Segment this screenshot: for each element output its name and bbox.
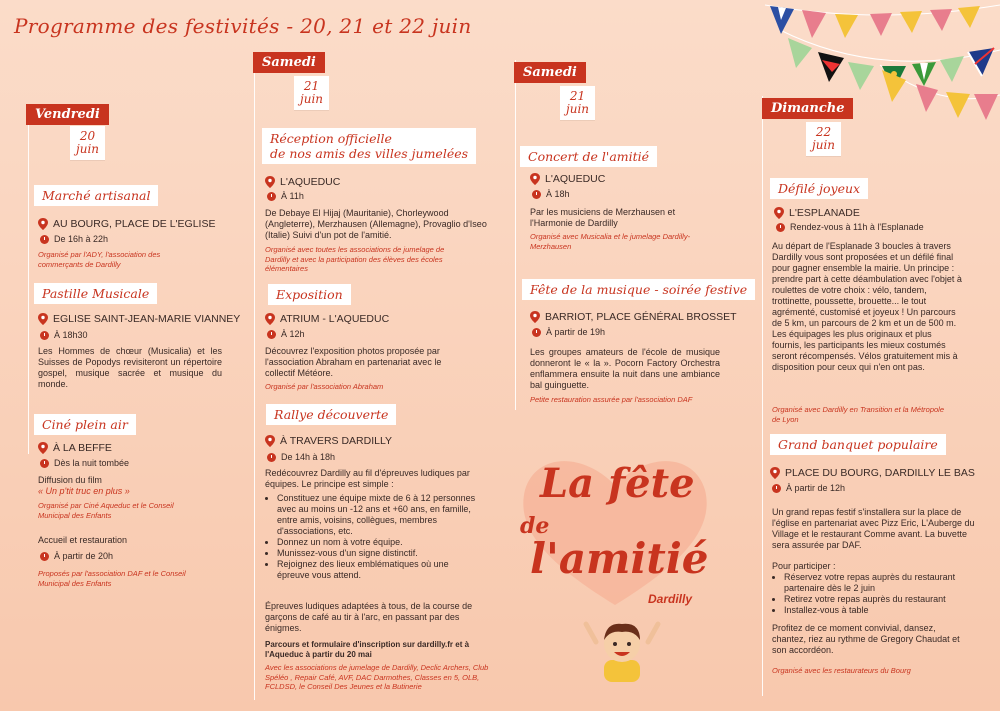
time-cine bbox=[40, 458, 129, 468]
inscription-info: Parcours et formulaire d'inscription sur dardilly.fr et à l'Aqueduc à partir du 20 mai bbox=[265, 640, 470, 659]
logo-line-1: La fête bbox=[540, 460, 695, 507]
time-defile bbox=[776, 222, 924, 232]
note-exposition: Organisé par l'association Abraham bbox=[265, 382, 384, 391]
date-day: 20 bbox=[79, 129, 96, 143]
note-cine: Organisé par Ciné Aqueduc et le Conseil Municipal des Enfants bbox=[38, 501, 174, 520]
desc-fete-musique: Les groupes amateurs de l'école de musique donneront le « la ». Pocorn Factory Orchestra enflammera ensuite la nuit dans une ambiance bal guinguette. bbox=[530, 347, 720, 390]
location-label: À TRAVERS DARDILLY bbox=[280, 435, 393, 447]
pin-icon bbox=[774, 207, 784, 219]
time-exposition bbox=[267, 329, 305, 339]
divider-saturday2 bbox=[515, 60, 516, 410]
location-label: EGLISE SAINT-JEAN-MARIE VIANNEY bbox=[53, 313, 241, 325]
pin-icon bbox=[770, 467, 780, 479]
desc-banquet: Un grand repas festif s'installera sur la place de l'église en partenariat avec Pizz Eric, L'Auberge du Village et le restaurant Comme avant. La buvette sera assurée par DAF. bbox=[772, 507, 975, 550]
section-title-concert: Concert de l'amitié bbox=[520, 146, 657, 167]
location-fete-musique bbox=[530, 311, 737, 323]
desc-banquet-2: Profitez de ce moment convivial, dansez, chantez, riez au rythme de Gregory Chaudat et son accordéon. bbox=[772, 623, 960, 655]
pin-icon bbox=[265, 435, 275, 447]
section-title-marche: Marché artisanal bbox=[34, 185, 158, 206]
bullet-item: • Donnez un nom à votre équipe. bbox=[277, 537, 480, 548]
date-day: 21 bbox=[303, 79, 320, 93]
desc-rallye-2: Épreuves ludiques adaptées à tous, de la course de garçons de café au tir à l'arc, en passant par des énigmes. bbox=[265, 601, 473, 633]
participer-label: Pour participer : bbox=[772, 561, 836, 571]
section-title-cine: Ciné plein air bbox=[34, 414, 136, 435]
section-title-reception bbox=[262, 128, 476, 164]
note-banquet: Organisé avec les restaurateurs du Bourg bbox=[772, 666, 911, 675]
divider-friday bbox=[28, 104, 29, 454]
date-box-saturday-2 bbox=[560, 86, 595, 120]
film-label: Diffusion du film bbox=[38, 475, 102, 485]
clock-icon bbox=[267, 453, 276, 462]
pin-icon bbox=[530, 311, 540, 323]
time-marche bbox=[40, 234, 108, 244]
date-month: juin bbox=[300, 92, 324, 106]
bullets-banquet bbox=[772, 572, 982, 616]
day-tag-saturday-2: Samedi bbox=[514, 62, 586, 83]
time-label: À 18h30 bbox=[54, 330, 88, 340]
desc-exposition: Découvrez l'exposition photos proposée par l'association Abraham en partenariat avec le collectif Météore. bbox=[265, 346, 442, 378]
location-label: À LA BEFFE bbox=[53, 442, 112, 454]
time-concert bbox=[532, 189, 570, 199]
clock-icon bbox=[532, 190, 541, 199]
location-exposition bbox=[265, 313, 389, 325]
section-title-exposition: Exposition bbox=[268, 284, 351, 305]
clock-icon bbox=[40, 331, 49, 340]
clock-icon bbox=[40, 235, 49, 244]
time-rallye bbox=[267, 452, 335, 462]
note-concert: Organisé avec Musicalia et le jumelage Dardilly-Merzhausen bbox=[530, 232, 691, 251]
logo-brand: Dardilly bbox=[648, 592, 693, 606]
date-month: juin bbox=[812, 138, 836, 152]
section-title-fete-musique: Fête de la musique - soirée festive bbox=[522, 279, 755, 300]
time-banquet bbox=[772, 483, 845, 493]
accueil-label: Accueil et restauration bbox=[38, 535, 128, 545]
pin-icon bbox=[38, 442, 48, 454]
page-title: Programme des festivités - 20, 21 et 22 juin bbox=[14, 14, 472, 38]
location-label: L'AQUEDUC bbox=[545, 173, 606, 185]
section-title-banquet: Grand banquet populaire bbox=[770, 434, 946, 455]
time-reception bbox=[267, 191, 304, 201]
time-label: De 14h à 18h bbox=[281, 452, 336, 462]
bullet-item: • Retirez votre repas auprès du restaurant bbox=[784, 594, 982, 605]
day-tag-friday: Vendredi bbox=[26, 104, 109, 125]
bullet-item: • Rejoignez des lieux emblématiques où une épreuve vous attend. bbox=[277, 559, 480, 581]
location-label: AU BOURG, PLACE DE L'EGLISE bbox=[53, 218, 216, 230]
desc-defile: Au départ de l'Esplanade 3 boucles à travers Dardilly vous sont proposées et un défilé final pour gagner ensemble la mairie. Un principe : prendre part à cette déambulation avec l'objet à roulettes de votre choix : vélo, tandem, trottinette, poussette, brouette... le tout agrémenté, customisé et joyeux ! Un parcours de 5 km, un parcours de 2 km et un de 500 m. Les équipages les plus originaux et plus fournis, les participants les mieux costumés seront récompensés. Vélos gratuitement mis à disposition pour ceux qui n'en ont pas. bbox=[772, 241, 962, 372]
time-label: De 16h à 22h bbox=[54, 234, 109, 244]
logo-line-2: de bbox=[520, 513, 550, 539]
clock-icon bbox=[267, 330, 276, 339]
location-label: BARRIOT, PLACE GÉNÉRAL BROSSET bbox=[545, 311, 737, 323]
note-accueil: Proposés par l'association DAF et le Conseil Municipal des Enfants bbox=[38, 569, 186, 588]
fete-amitie-logo bbox=[510, 445, 720, 615]
bullet-item: • Réservez votre repas auprès du restaurant partenaire dès le 2 juin bbox=[784, 572, 982, 594]
date-day: 22 bbox=[815, 125, 832, 139]
bullet-item: • Munissez-vous d'un signe distinctif. bbox=[277, 548, 480, 559]
note-reception: Organisé avec toutes les associations de jumelage de Dardilly et avec la participation des élèves des écoles élémentaires bbox=[265, 245, 445, 273]
desc-reception: De Debaye El Hijaj (Mauritanie), Chorleywood (Angleterre), Merzhausen (Allemagne), Provaglio d'Iseo (Italie) Suivi d'un pot de l'amitié. bbox=[265, 208, 487, 240]
time-label: À partir de 20h bbox=[54, 551, 114, 561]
time-label: À 11h bbox=[281, 191, 304, 201]
location-cine bbox=[38, 442, 112, 454]
date-month: juin bbox=[566, 102, 590, 116]
location-defile bbox=[774, 207, 860, 219]
section-title-pastille: Pastille Musicale bbox=[34, 283, 157, 304]
location-concert bbox=[530, 173, 605, 185]
location-marche bbox=[38, 218, 215, 230]
pin-icon bbox=[38, 218, 48, 230]
time-accueil bbox=[40, 551, 113, 561]
day-tag-saturday: Samedi bbox=[253, 52, 325, 73]
clock-icon bbox=[40, 552, 49, 561]
reception-title-2: de nos amis des villes jumelées bbox=[270, 146, 469, 161]
location-pastille bbox=[38, 313, 240, 325]
child-illustration bbox=[582, 612, 662, 682]
film-block bbox=[38, 475, 218, 497]
day-tag-sunday: Dimanche bbox=[762, 98, 853, 119]
bullets-rallye bbox=[265, 493, 480, 581]
time-label: Dès la nuit tombée bbox=[54, 458, 130, 468]
location-reception bbox=[265, 176, 340, 188]
desc-concert: Par les musiciens de Merzhausen et l'Harmonie de Dardilly bbox=[530, 207, 676, 228]
time-label: À partir de 12h bbox=[786, 483, 846, 493]
logo-line-3: l'amitié bbox=[530, 534, 709, 583]
location-label: L'ESPLANADE bbox=[789, 207, 860, 219]
bullet-item: • Installez-vous à table bbox=[784, 605, 982, 616]
note-rallye: Avec les associations de jumelage de Dardilly, Declic Archers, Club Spéléo , Repair Café, AVF, DAC Darmothes, Classes en 5, OLB, FCLDSD, le Conseil Des Jeunes et la Butinerie bbox=[265, 663, 489, 691]
location-label: L'AQUEDUC bbox=[280, 176, 341, 188]
divider-saturday1 bbox=[254, 52, 255, 700]
note-defile: Organisé avec Dardilly en Transition et la Métropole de Lyon bbox=[772, 405, 945, 424]
desc-pastille: Les Hommes de chœur (Musicalia) et les Suisses de Popodys revisiteront un répertoire gospel, musique sacrée et musique du monde. bbox=[38, 346, 222, 389]
time-label: À 18h bbox=[546, 189, 570, 199]
pin-icon bbox=[530, 173, 540, 185]
clock-icon bbox=[40, 459, 49, 468]
clock-icon bbox=[776, 223, 785, 232]
pin-icon bbox=[265, 176, 275, 188]
location-banquet bbox=[770, 467, 975, 479]
time-fete-musique bbox=[532, 327, 605, 337]
reception-title-1: Réception officielle bbox=[270, 131, 392, 146]
clock-icon bbox=[267, 192, 276, 201]
location-label: PLACE DU BOURG, DARDILLY LE BAS bbox=[785, 467, 975, 479]
date-day: 21 bbox=[569, 89, 586, 103]
bullet-item: • Constituez une équipe mixte de 6 à 12 personnes avec au moins un -12 ans et +60 ans, en famille, entre amis, voisins, collègues, membres d'associations, etc. bbox=[277, 493, 480, 537]
time-label: À partir de 19h bbox=[546, 327, 606, 337]
clock-icon bbox=[772, 484, 781, 493]
pin-icon bbox=[265, 313, 275, 325]
pin-icon bbox=[38, 313, 48, 325]
time-label: Rendez-vous à 11h à l'Esplanade bbox=[790, 222, 924, 232]
time-label: À 12h bbox=[281, 329, 305, 339]
note-marche: Organisé par l'ADY, l'association des commerçants de Dardilly bbox=[38, 250, 161, 269]
location-label: ATRIUM - L'AQUEDUC bbox=[280, 313, 390, 325]
date-month: juin bbox=[76, 142, 100, 156]
section-title-defile: Défilé joyeux bbox=[770, 178, 868, 199]
divider-sunday bbox=[762, 96, 763, 696]
film-title: « Un p'tit truc en plus » bbox=[38, 486, 130, 496]
date-box-friday bbox=[70, 126, 105, 160]
note-fete-musique: Petite restauration assurée par l'association DAF bbox=[530, 395, 693, 404]
date-box-saturday bbox=[294, 76, 329, 110]
time-pastille bbox=[40, 330, 88, 340]
section-title-rallye: Rallye découverte bbox=[266, 404, 396, 425]
date-box-sunday bbox=[806, 122, 841, 156]
clock-icon bbox=[532, 328, 541, 337]
desc-rallye: Redécouvrez Dardilly au fil d'épreuves ludiques par équipes. Le principe est simple : bbox=[265, 468, 470, 489]
location-rallye bbox=[265, 435, 392, 447]
